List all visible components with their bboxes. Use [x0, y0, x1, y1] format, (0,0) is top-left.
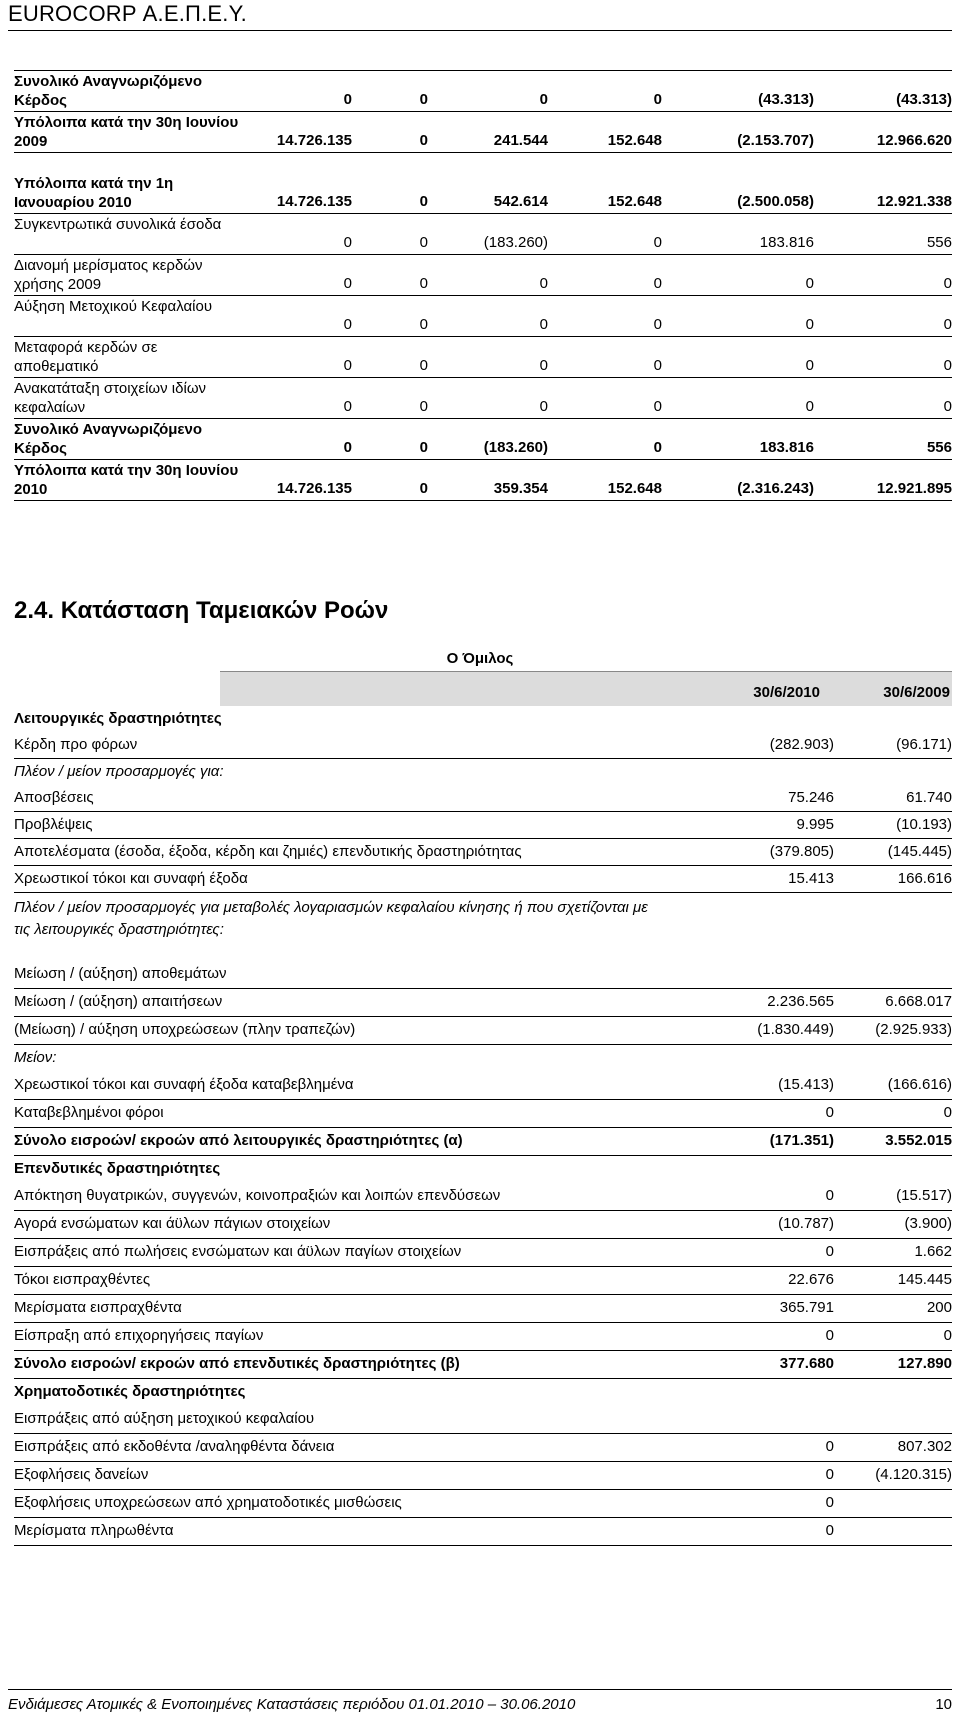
equity-cell: 152.648 — [607, 480, 662, 497]
equity-row — [14, 419, 952, 460]
cashflow-row — [14, 706, 952, 732]
cashflow-row — [14, 1017, 952, 1045]
equity-cell: 0 — [419, 439, 428, 456]
equity-cell: (2.316.243) — [737, 480, 814, 497]
equity-row — [14, 460, 952, 501]
cashflow-row — [14, 1156, 952, 1183]
cashflow-row-label: Χρεωστικοί τόκοι και συναφή έξοδα καταβεβλημένα — [14, 1076, 354, 1093]
cashflow-row — [14, 1406, 952, 1434]
equity-cell: 0 — [539, 91, 548, 108]
cashflow-value-2009: 200 — [926, 1299, 952, 1316]
cashflow-row — [14, 759, 952, 785]
equity-cell: 359.354 — [493, 480, 548, 497]
equity-cell: 0 — [805, 357, 814, 374]
cashflow-row-label: Εξοφλήσεις δανείων — [14, 1466, 149, 1483]
group-title: Ο Όμιλος — [446, 650, 514, 667]
equity-cell: (183.260) — [483, 439, 548, 456]
equity-cell: 0 — [419, 234, 428, 251]
equity-cell: 0 — [419, 357, 428, 374]
cashflow-value-2010: 75.246 — [788, 789, 834, 806]
equity-cell: 183.816 — [759, 439, 814, 456]
equity-cell: 0 — [539, 316, 548, 333]
equity-cell: 0 — [419, 316, 428, 333]
cashflow-row — [14, 1462, 952, 1490]
equity-row — [14, 337, 952, 378]
equity-cell: 0 — [419, 480, 428, 497]
equity-cell: 0 — [343, 316, 352, 333]
page-header — [8, 0, 952, 31]
cashflow-row — [14, 1379, 952, 1406]
cashflow-value-2009: 0 — [943, 1104, 952, 1121]
column-header-2009: 30/6/2009 — [883, 684, 950, 701]
cashflow-row-label: Μείωση / (αύξηση) απαιτήσεων — [14, 993, 223, 1010]
cashflow-row — [14, 812, 952, 839]
cashflow-row — [14, 732, 952, 759]
equity-row-label: Διανομή μερίσματος κερδών χρήσης 2009 — [14, 257, 203, 293]
cashflow-row-label: Μερίσματα πληρωθέντα — [14, 1522, 174, 1539]
equity-row-label: Συνολικό Αναγνωριζόμενο Κέρδος — [14, 73, 203, 109]
cashflow-value-2010: (1.830.449) — [757, 1021, 834, 1038]
cashflow-value-2010: 22.676 — [788, 1271, 834, 1288]
section-title: 2.4. Κατάσταση Ταμειακών Ροών — [14, 597, 389, 624]
cashflow-row-label: Κέρδη προ φόρων — [14, 736, 138, 753]
cashflow-value-2010: (15.413) — [778, 1076, 834, 1093]
cashflow-row — [14, 839, 952, 866]
company-name: EUROCORP Α.Ε.Π.Ε.Υ. — [8, 1, 247, 26]
equity-cell: 0 — [653, 316, 662, 333]
equity-cell: 0 — [343, 275, 352, 292]
cashflow-row-label: Εισπράξεις από εκδοθέντα /αναληφθέντα δάνεια — [14, 1438, 335, 1455]
equity-cell: 14.726.135 — [276, 480, 352, 497]
equity-cell: 0 — [805, 275, 814, 292]
cashflow-row-label: Είσπραξη από επιχορηγήσεις παγίων — [14, 1327, 264, 1344]
equity-cell: 0 — [419, 193, 428, 210]
equity-cell: 12.921.338 — [876, 193, 952, 210]
cashflow-value-2009: 6.668.017 — [885, 993, 952, 1010]
equity-row — [14, 296, 952, 337]
cashflow-row — [14, 1490, 952, 1518]
cashflow-row-label: Τόκοι εισπραχθέντες — [14, 1271, 151, 1288]
page-footer — [8, 1689, 952, 1713]
equity-row-label: Συνολικό Αναγνωριζόμενο Κέρδος — [14, 421, 203, 457]
equity-cell: 152.648 — [607, 193, 662, 210]
cashflow-row — [14, 1072, 952, 1100]
cashflow-value-2009: (145.445) — [887, 843, 952, 860]
equity-row — [14, 173, 952, 214]
equity-cell: 0 — [419, 275, 428, 292]
equity-cell: 556 — [926, 439, 952, 456]
cashflow-row-label: Προβλέψεις — [14, 816, 93, 833]
equity-cell: 183.816 — [759, 234, 814, 251]
cashflow-value-2010: 0 — [825, 1466, 834, 1483]
equity-cell: 14.726.135 — [276, 132, 352, 149]
cashflow-row — [14, 866, 952, 893]
cashflow-row-label: Απόκτηση θυγατρικών, συγγενών, κοινοπραξιών και λοιπών επενδύσεων — [14, 1187, 501, 1204]
equity-cell: 0 — [653, 91, 662, 108]
equity-cell: 0 — [539, 275, 548, 292]
cashflow-value-2010: 0 — [825, 1438, 834, 1455]
cashflow-value-2009: (10.193) — [896, 816, 952, 833]
equity-row — [14, 214, 952, 255]
cashflow-row — [14, 1267, 952, 1295]
cashflow-row — [14, 1351, 952, 1379]
cashflow-value-2010: 0 — [825, 1187, 834, 1204]
cashflow-value-2010: 9.995 — [796, 816, 834, 833]
cashflow-row-label: Αγορά ενσώματων και άϋλων πάγιων στοιχείων — [14, 1215, 331, 1232]
cashflow-value-2009: 145.445 — [897, 1271, 952, 1288]
cashflow-row-label: Λειτουργικές δραστηριότητες — [14, 710, 222, 727]
cashflow-row-label: Πλέον / μείον προσαρμογές για μεταβολές λογαριασμών κεφαλαίου κίνησης ή που σχετίζονται με τις λειτουργικές δραστηριότητες: — [14, 899, 648, 938]
equity-cell: 0 — [653, 234, 662, 251]
equity-cell: 0 — [943, 316, 952, 333]
equity-cell: 556 — [926, 234, 952, 251]
cashflow-value-2009: 3.552.015 — [885, 1132, 952, 1149]
equity-row-label: Υπόλοιπα κατά την 30η Ιουνίου 2009 — [14, 114, 239, 150]
equity-cell: 0 — [419, 398, 428, 415]
cashflow-row — [14, 1323, 952, 1351]
equity-row-label: Υπόλοιπα κατά την 1η Ιανουαρίου 2010 — [14, 175, 174, 211]
cashflow-value-2009: 61.740 — [906, 789, 952, 806]
equity-cell: (43.313) — [896, 91, 952, 108]
cashflow-row-label: Επενδυτικές δραστηριότητες — [14, 1160, 221, 1177]
column-header-bar — [220, 671, 952, 706]
cashflow-row — [14, 989, 952, 1017]
equity-cell: 0 — [539, 357, 548, 374]
equity-cell: 241.544 — [493, 132, 548, 149]
equity-cell: 152.648 — [607, 132, 662, 149]
cashflow-row-label: Χρεωστικοί τόκοι και συναφή έξοδα — [14, 870, 248, 887]
equity-cell: 0 — [653, 357, 662, 374]
cashflow-value-2010: 2.236.565 — [767, 993, 834, 1010]
equity-cell: 542.614 — [493, 193, 548, 210]
cashflow-row-label: Μείωση / (αύξηση) αποθεμάτων — [14, 965, 227, 982]
cashflow-row — [14, 1518, 952, 1546]
cashflow-value-2010: 0 — [825, 1104, 834, 1121]
equity-cell: (183.260) — [483, 234, 548, 251]
cashflow-row — [14, 785, 952, 812]
cashflow-row-label: Σύνολο εισροών/ εκροών από λειτουργικές δραστηριότητες (α) — [14, 1132, 463, 1149]
cashflow-value-2009: 1.662 — [914, 1243, 952, 1260]
cashflow-value-2010: 0 — [825, 1327, 834, 1344]
cashflow-value-2009: (4.120.315) — [875, 1466, 952, 1483]
equity-row-label: Ανακατάταξη στοιχείων ιδίων κεφαλαίων — [14, 380, 207, 416]
equity-cell: (2.153.707) — [737, 132, 814, 149]
cashflow-value-2009: (15.517) — [896, 1187, 952, 1204]
equity-row — [14, 255, 952, 296]
cashflow-row-label: Εισπράξεις από πωλήσεις ενσώματων και άϋλων παγίων στοιχείων — [14, 1243, 462, 1260]
cashflow-row-label: Σύνολο εισροών/ εκροών από επενδυτικές δραστηριότητες (β) — [14, 1355, 460, 1372]
footer-text: Ενδιάμεσες Ατομικές & Ενοποιημένες Καταστάσεις περιόδου 01.01.2010 – 30.06.2010 — [8, 1696, 576, 1713]
cashflow-value-2009: 127.890 — [897, 1355, 952, 1372]
equity-row-label: Συγκεντρωτικά συνολικά έσοδα — [14, 216, 222, 233]
cashflow-value-2009: 166.616 — [897, 870, 952, 887]
equity-changes-table — [14, 70, 952, 501]
cashflow-value-2009: (2.925.933) — [875, 1021, 952, 1038]
cashflow-value-2009: (3.900) — [904, 1215, 952, 1232]
equity-cell: (43.313) — [758, 91, 814, 108]
equity-cell: 0 — [805, 398, 814, 415]
equity-row — [14, 378, 952, 419]
cashflow-value-2010: (282.903) — [769, 736, 834, 753]
cashflow-row-label: Εξοφλήσεις υποχρεώσεων από χρηματοδοτικές μισθώσεις — [14, 1494, 402, 1511]
equity-row-label: Αύξηση Μετοχικού Κεφαλαίου — [14, 298, 213, 315]
cashflow-row-label: Μερίσματα εισπραχθέντα — [14, 1299, 182, 1316]
cashflow-row — [14, 1295, 952, 1323]
equity-cell: 0 — [805, 316, 814, 333]
cashflow-value-2009: 807.302 — [897, 1438, 952, 1455]
cashflow-row-label: Εισπράξεις από αύξηση μετοχικού κεφαλαίου — [14, 1410, 315, 1427]
cashflow-row — [14, 961, 952, 989]
equity-cell: 14.726.135 — [276, 193, 352, 210]
equity-cell: 0 — [539, 398, 548, 415]
cashflow-row-label: (Μείωση) / αύξηση υποχρεώσεων (πλην τραπεζών) — [14, 1021, 356, 1038]
equity-cell: 0 — [419, 91, 428, 108]
cashflow-value-2010: 365.791 — [779, 1299, 834, 1316]
cashflow-row-label: Αποσβέσεις — [14, 789, 94, 806]
page-number: 10 — [935, 1696, 952, 1713]
cashflow-row — [14, 1434, 952, 1462]
equity-cell: 0 — [653, 275, 662, 292]
equity-row-label: Υπόλοιπα κατά την 30η Ιουνίου 2010 — [14, 462, 239, 498]
equity-cell: 12.966.620 — [876, 132, 952, 149]
cashflow-row — [14, 1128, 952, 1156]
equity-cell: 0 — [943, 357, 952, 374]
cashflow-value-2009: (166.616) — [887, 1076, 952, 1093]
column-header-2010: 30/6/2010 — [753, 684, 820, 701]
equity-cell: 12.921.895 — [876, 480, 952, 497]
cashflow-value-2010: (10.787) — [778, 1215, 834, 1232]
equity-cell: (2.500.058) — [737, 193, 814, 210]
cashflow-value-2010: (171.351) — [769, 1132, 834, 1149]
equity-row — [14, 71, 952, 112]
equity-cell: 0 — [653, 439, 662, 456]
equity-cell: 0 — [343, 439, 352, 456]
cash-flow-table — [14, 706, 952, 1546]
equity-row — [14, 112, 952, 153]
cashflow-row — [14, 1211, 952, 1239]
equity-cell: 0 — [653, 398, 662, 415]
cashflow-value-2010: 0 — [825, 1522, 834, 1539]
cashflow-row-label: Πλέον / μείον προσαρμογές για: — [14, 763, 224, 780]
equity-cell: 0 — [943, 275, 952, 292]
cashflow-row — [14, 1183, 952, 1211]
cashflow-row — [14, 1100, 952, 1128]
cashflow-value-2010: 0 — [825, 1243, 834, 1260]
cashflow-value-2010: 15.413 — [788, 870, 834, 887]
cashflow-row-label: Χρηματοδοτικές δραστηριότητες — [14, 1383, 246, 1400]
equity-cell: 0 — [943, 398, 952, 415]
equity-cell: 0 — [343, 357, 352, 374]
cashflow-value-2009: (96.171) — [896, 736, 952, 753]
table-spacer — [14, 153, 952, 173]
cashflow-row — [14, 1239, 952, 1267]
equity-cell: 0 — [419, 132, 428, 149]
cashflow-row — [14, 893, 952, 961]
cashflow-value-2010: 0 — [825, 1494, 834, 1511]
equity-cell: 0 — [343, 91, 352, 108]
cashflow-row-label: Καταβεβλημένοι φόροι — [14, 1104, 164, 1121]
equity-cell: 0 — [343, 398, 352, 415]
cashflow-row-label: Μείον: — [14, 1049, 57, 1066]
cashflow-value-2010: 377.680 — [779, 1355, 834, 1372]
cashflow-row-label: Αποτελέσματα (έσοδα, έξοδα, κέρδη και ζημιές) επενδυτικής δραστηριότητας — [14, 843, 522, 860]
cashflow-value-2010: (379.805) — [769, 843, 834, 860]
equity-row-label: Μεταφορά κερδών σε αποθεματικό — [14, 339, 158, 375]
cashflow-value-2009: 0 — [943, 1327, 952, 1344]
equity-cell: 0 — [343, 234, 352, 251]
cashflow-row — [14, 1045, 952, 1072]
